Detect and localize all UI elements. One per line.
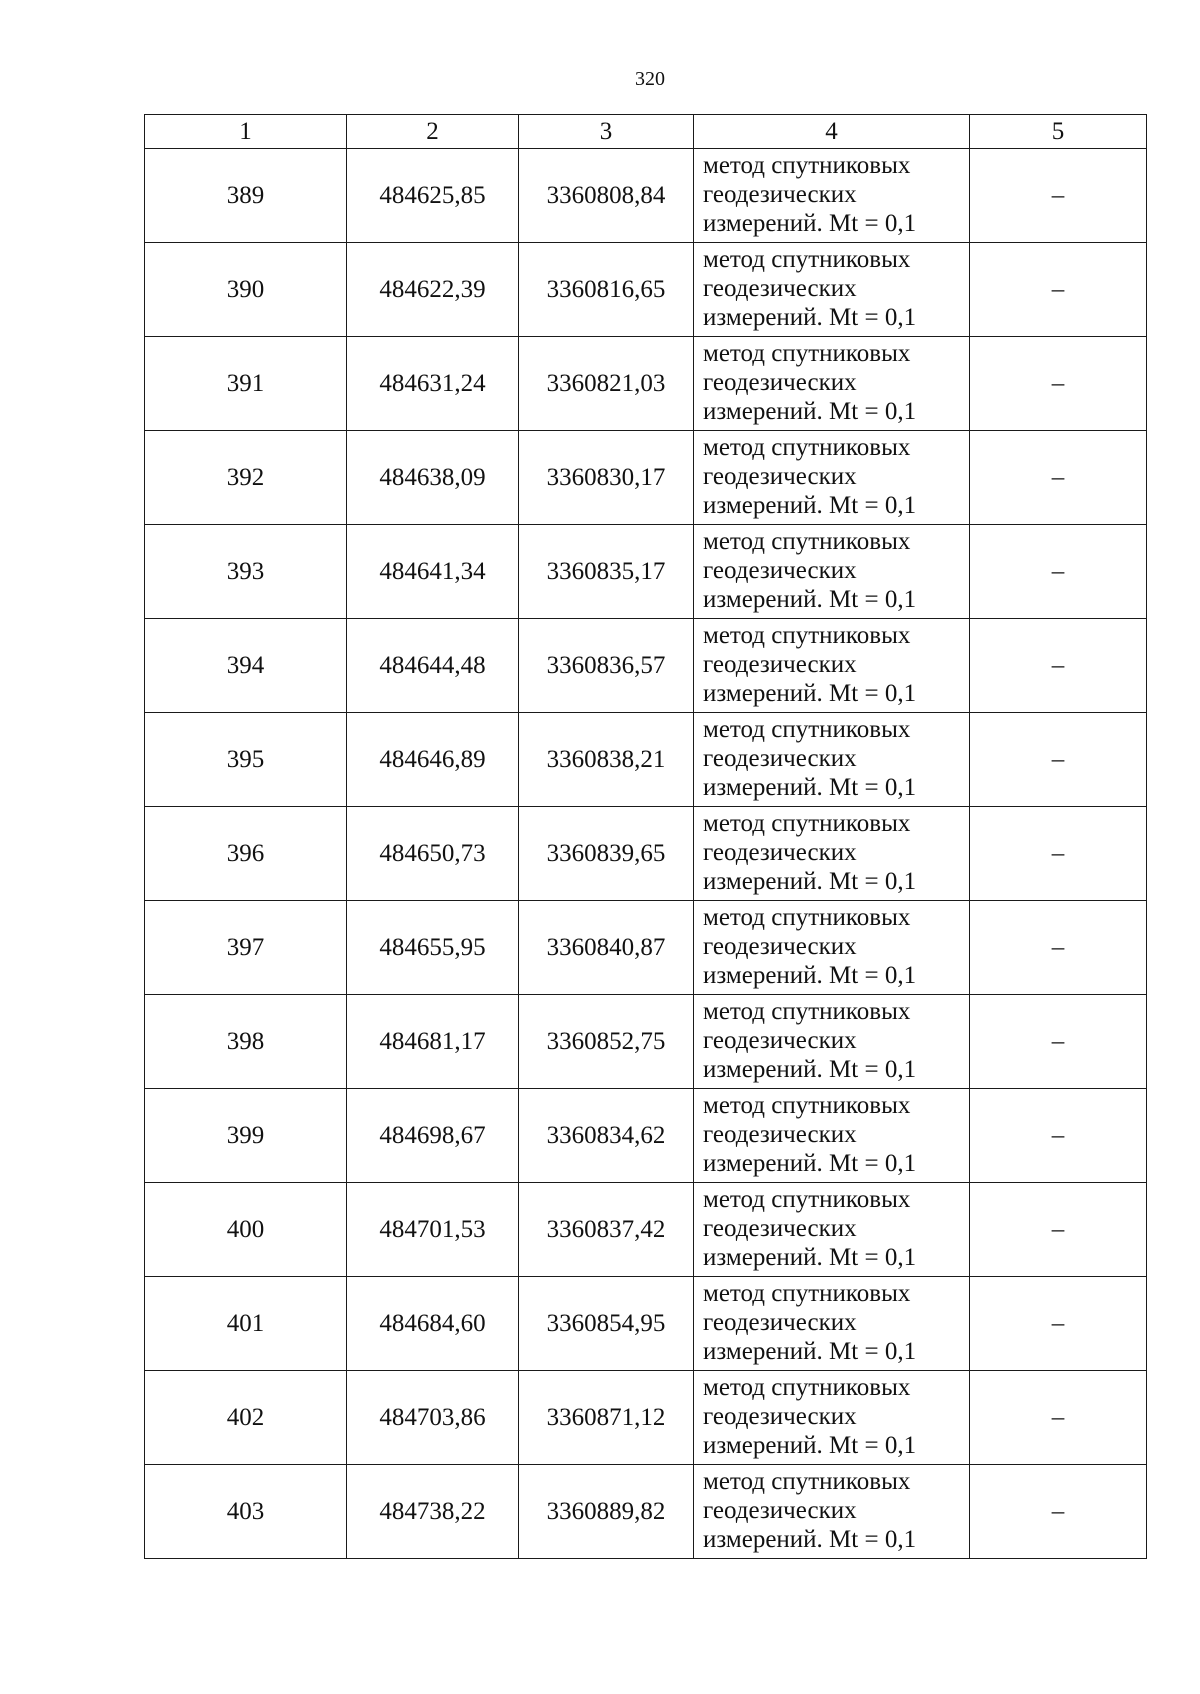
x-coordinate-cell: 484698,67 — [347, 1089, 519, 1183]
x-coordinate-cell: 484622,39 — [347, 243, 519, 337]
x-coordinate-cell: 484703,86 — [347, 1371, 519, 1465]
method-line: метод спутниковых — [703, 716, 911, 743]
method-line: метод спутниковых — [703, 340, 911, 367]
point-number-cell: 393 — [145, 525, 347, 619]
point-number-cell: 390 — [145, 243, 347, 337]
method-line: геодезических — [703, 369, 857, 396]
method-cell — [694, 243, 970, 337]
method-line: измерений. Mt = 0,1 — [703, 304, 917, 331]
y-coordinate-cell: 3360838,21 — [519, 713, 694, 807]
method-cell — [694, 807, 970, 901]
note-cell: – — [970, 431, 1147, 525]
method-cell — [694, 337, 970, 431]
y-coordinate-cell: 3360834,62 — [519, 1089, 694, 1183]
method-line: измерений. Mt = 0,1 — [703, 1150, 917, 1177]
method-line: измерений. Mt = 0,1 — [703, 1526, 917, 1553]
table-row — [145, 807, 1147, 901]
y-coordinate-cell: 3360816,65 — [519, 243, 694, 337]
method-cell — [694, 1089, 970, 1183]
method-line: измерений. Mt = 0,1 — [703, 1244, 917, 1271]
method-line: геодезических — [703, 1497, 857, 1524]
x-coordinate-cell: 484655,95 — [347, 901, 519, 995]
method-line: геодезических — [703, 1309, 857, 1336]
method-line: метод спутниковых — [703, 528, 911, 555]
note-cell: – — [970, 995, 1147, 1089]
method-line: измерений. Mt = 0,1 — [703, 1432, 917, 1459]
method-line: измерений. Mt = 0,1 — [703, 586, 917, 613]
method-line: измерений. Mt = 0,1 — [703, 1056, 917, 1083]
note-cell: – — [970, 1089, 1147, 1183]
x-coordinate-cell: 484701,53 — [347, 1183, 519, 1277]
method-cell — [694, 149, 970, 243]
y-coordinate-cell: 3360871,12 — [519, 1371, 694, 1465]
method-line: геодезических — [703, 1403, 857, 1430]
point-number-cell: 391 — [145, 337, 347, 431]
point-number-cell: 398 — [145, 995, 347, 1089]
method-line: метод спутниковых — [703, 1280, 911, 1307]
x-coordinate-cell: 484638,09 — [347, 431, 519, 525]
point-number-cell: 402 — [145, 1371, 347, 1465]
note-cell: – — [970, 149, 1147, 243]
note-cell: – — [970, 713, 1147, 807]
method-cell — [694, 619, 970, 713]
x-coordinate-cell: 484681,17 — [347, 995, 519, 1089]
table-row — [145, 1277, 1147, 1371]
method-line: метод спутниковых — [703, 998, 911, 1025]
table-row — [145, 1465, 1147, 1559]
method-cell — [694, 713, 970, 807]
y-coordinate-cell: 3360821,03 — [519, 337, 694, 431]
point-number-cell: 396 — [145, 807, 347, 901]
y-coordinate-cell: 3360854,95 — [519, 1277, 694, 1371]
point-number-cell: 401 — [145, 1277, 347, 1371]
method-line: геодезических — [703, 839, 857, 866]
method-line: геодезических — [703, 933, 857, 960]
method-line: метод спутниковых — [703, 1468, 911, 1495]
method-line: измерений. Mt = 0,1 — [703, 492, 917, 519]
table-row — [145, 619, 1147, 713]
note-cell: – — [970, 525, 1147, 619]
method-line: геодезических — [703, 651, 857, 678]
note-cell: – — [970, 901, 1147, 995]
point-number-cell: 400 — [145, 1183, 347, 1277]
point-number-cell: 392 — [145, 431, 347, 525]
y-coordinate-cell: 3360808,84 — [519, 149, 694, 243]
method-line: геодезических — [703, 463, 857, 490]
x-coordinate-cell: 484738,22 — [347, 1465, 519, 1559]
y-coordinate-cell: 3360852,75 — [519, 995, 694, 1089]
method-line: метод спутниковых — [703, 152, 911, 179]
column-header-1: 1 — [145, 115, 347, 149]
method-cell — [694, 1465, 970, 1559]
point-number-cell: 403 — [145, 1465, 347, 1559]
column-header-4: 4 — [694, 115, 970, 149]
method-cell — [694, 901, 970, 995]
note-cell: – — [970, 337, 1147, 431]
method-line: метод спутниковых — [703, 622, 911, 649]
note-cell: – — [970, 243, 1147, 337]
method-line: метод спутниковых — [703, 810, 911, 837]
y-coordinate-cell: 3360830,17 — [519, 431, 694, 525]
column-header-3: 3 — [519, 115, 694, 149]
table-row — [145, 337, 1147, 431]
y-coordinate-cell: 3360835,17 — [519, 525, 694, 619]
point-number-cell: 399 — [145, 1089, 347, 1183]
point-number-cell: 389 — [145, 149, 347, 243]
table-row — [145, 995, 1147, 1089]
method-cell — [694, 431, 970, 525]
table-row — [145, 525, 1147, 619]
method-line: измерений. Mt = 0,1 — [703, 210, 917, 237]
table-row — [145, 713, 1147, 807]
method-cell — [694, 525, 970, 619]
method-line: метод спутниковых — [703, 246, 911, 273]
page-number: 320 — [635, 68, 665, 90]
method-line: метод спутниковых — [703, 1374, 911, 1401]
y-coordinate-cell: 3360837,42 — [519, 1183, 694, 1277]
coordinates-table — [144, 114, 1147, 1559]
column-header-5: 5 — [970, 115, 1147, 149]
method-line: метод спутниковых — [703, 1186, 911, 1213]
y-coordinate-cell: 3360889,82 — [519, 1465, 694, 1559]
method-line: измерений. Mt = 0,1 — [703, 868, 917, 895]
point-number-cell: 397 — [145, 901, 347, 995]
column-header-2: 2 — [347, 115, 519, 149]
method-line: метод спутниковых — [703, 904, 911, 931]
method-line: геодезических — [703, 745, 857, 772]
x-coordinate-cell: 484631,24 — [347, 337, 519, 431]
method-line: геодезических — [703, 557, 857, 584]
x-coordinate-cell: 484644,48 — [347, 619, 519, 713]
method-cell — [694, 1183, 970, 1277]
note-cell: – — [970, 1183, 1147, 1277]
y-coordinate-cell: 3360839,65 — [519, 807, 694, 901]
note-cell: – — [970, 1465, 1147, 1559]
method-line: геодезических — [703, 275, 857, 302]
method-line: метод спутниковых — [703, 434, 911, 461]
method-line: геодезических — [703, 181, 857, 208]
table-row — [145, 1371, 1147, 1465]
x-coordinate-cell: 484650,73 — [347, 807, 519, 901]
y-coordinate-cell: 3360836,57 — [519, 619, 694, 713]
x-coordinate-cell: 484641,34 — [347, 525, 519, 619]
table-row — [145, 1183, 1147, 1277]
method-line: геодезических — [703, 1121, 857, 1148]
method-cell — [694, 995, 970, 1089]
point-number-cell: 395 — [145, 713, 347, 807]
note-cell: – — [970, 1371, 1147, 1465]
method-cell — [694, 1277, 970, 1371]
point-number-cell: 394 — [145, 619, 347, 713]
note-cell: – — [970, 619, 1147, 713]
method-line: измерений. Mt = 0,1 — [703, 680, 917, 707]
y-coordinate-cell: 3360840,87 — [519, 901, 694, 995]
table-row — [145, 149, 1147, 243]
method-line: геодезических — [703, 1215, 857, 1242]
table-row — [145, 901, 1147, 995]
note-cell: – — [970, 1277, 1147, 1371]
table-header-row — [145, 115, 1147, 149]
table-row — [145, 431, 1147, 525]
table-body — [145, 149, 1147, 1559]
method-cell — [694, 1371, 970, 1465]
method-line: измерений. Mt = 0,1 — [703, 398, 917, 425]
table-row — [145, 1089, 1147, 1183]
table-row — [145, 243, 1147, 337]
x-coordinate-cell: 484684,60 — [347, 1277, 519, 1371]
x-coordinate-cell: 484625,85 — [347, 149, 519, 243]
x-coordinate-cell: 484646,89 — [347, 713, 519, 807]
note-cell: – — [970, 807, 1147, 901]
method-line: измерений. Mt = 0,1 — [703, 774, 917, 801]
method-line: измерений. Mt = 0,1 — [703, 1338, 917, 1365]
method-line: метод спутниковых — [703, 1092, 911, 1119]
method-line: геодезических — [703, 1027, 857, 1054]
method-line: измерений. Mt = 0,1 — [703, 962, 917, 989]
